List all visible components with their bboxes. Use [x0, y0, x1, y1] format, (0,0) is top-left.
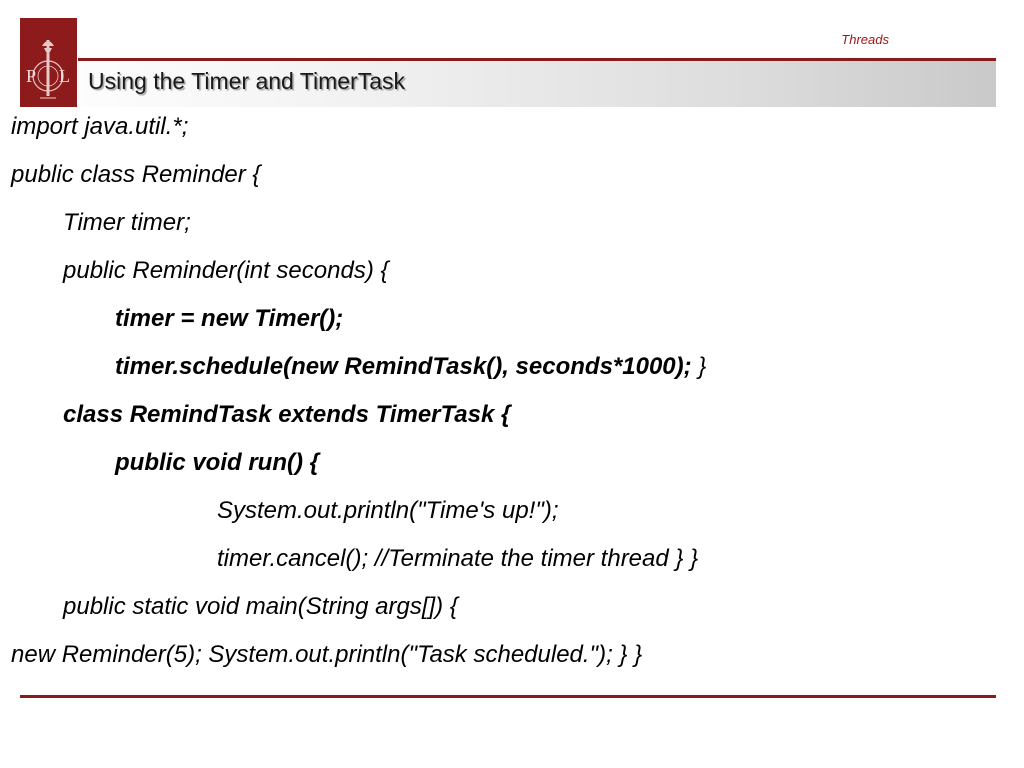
svg-text:P: P: [26, 66, 37, 86]
code-line-println: System.out.println("Time's up!");: [217, 497, 559, 524]
code-line-new-timer-text: timer = new Timer();: [115, 305, 344, 332]
slide-title: Using the Timer and TimerTask: [88, 68, 406, 94]
code-line-inner-class: [63, 400, 510, 430]
code-line-constructor: public Reminder(int seconds) {: [63, 257, 389, 284]
code-line-schedule: [115, 352, 706, 382]
code-line-timer-field: Timer timer;: [63, 209, 191, 236]
code-line-main-body: new Reminder(5); System.out.println("Task scheduled."); } }: [11, 641, 643, 668]
code-line-schedule-text: timer.schedule(new RemindTask(), seconds*1000);: [115, 353, 692, 380]
code-line-import: import java.util.*;: [11, 113, 189, 140]
code-line-schedule-brace: }: [691, 353, 707, 380]
code-line-run-method: [115, 448, 319, 478]
logo-emblem-icon: [20, 18, 77, 107]
section-label: Threads: [841, 32, 889, 47]
university-logo: [20, 18, 77, 107]
code-line-cancel: timer.cancel(); //Terminate the timer thread } }: [217, 545, 699, 572]
code-line-main: public static void main(String args[]) {: [63, 593, 458, 620]
code-line-class-decl: public class Reminder {: [11, 161, 261, 188]
footer-divider: [20, 695, 996, 698]
code-line-new-timer: [115, 304, 343, 334]
header-divider: [78, 58, 996, 61]
code-line-inner-class-text: class RemindTask extends TimerTask {: [63, 401, 511, 428]
code-line-run-method-text: public void run() {: [115, 449, 319, 476]
svg-text:L: L: [59, 66, 70, 86]
